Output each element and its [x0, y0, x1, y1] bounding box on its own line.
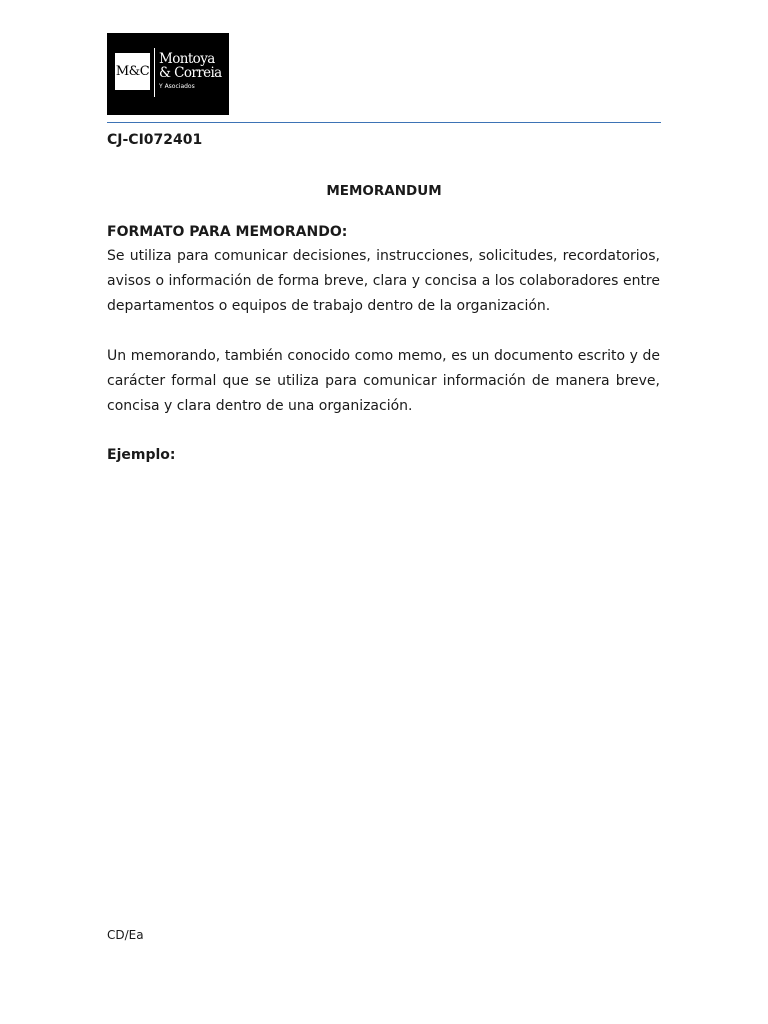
footer-initials: CD/Ea	[107, 928, 144, 942]
reference-code: CJ-CI072401	[107, 132, 203, 148]
logo-company-name	[159, 52, 222, 80]
logo-subtitle: Y Asociados	[159, 83, 195, 90]
company-logo	[107, 33, 229, 115]
logo-name-line-2: & Correia	[159, 65, 222, 81]
header-divider-line	[107, 122, 661, 123]
logo-divider	[154, 48, 155, 97]
logo-monogram: M&C	[115, 53, 150, 90]
paragraph-purpose: Se utiliza para comunicar decisiones, instrucciones, solicitudes, recordatorios, avisos o información de forma breve, clara y concisa a los colaboradores entre departamentos o equipos de trabajo dentro de la organización.	[107, 248, 660, 314]
example-label: Ejemplo:	[107, 447, 176, 463]
logo-name-line-1: Montoya	[159, 51, 215, 67]
section-heading: FORMATO PARA MEMORANDO:	[107, 224, 348, 240]
paragraph-definition: Un memorando, también conocido como memo, es un documento escrito y de carácter formal que se utiliza para comunicar información de manera breve, concisa y clara dentro de una organización.	[107, 348, 660, 414]
document-title: MEMORANDUM	[326, 183, 442, 199]
